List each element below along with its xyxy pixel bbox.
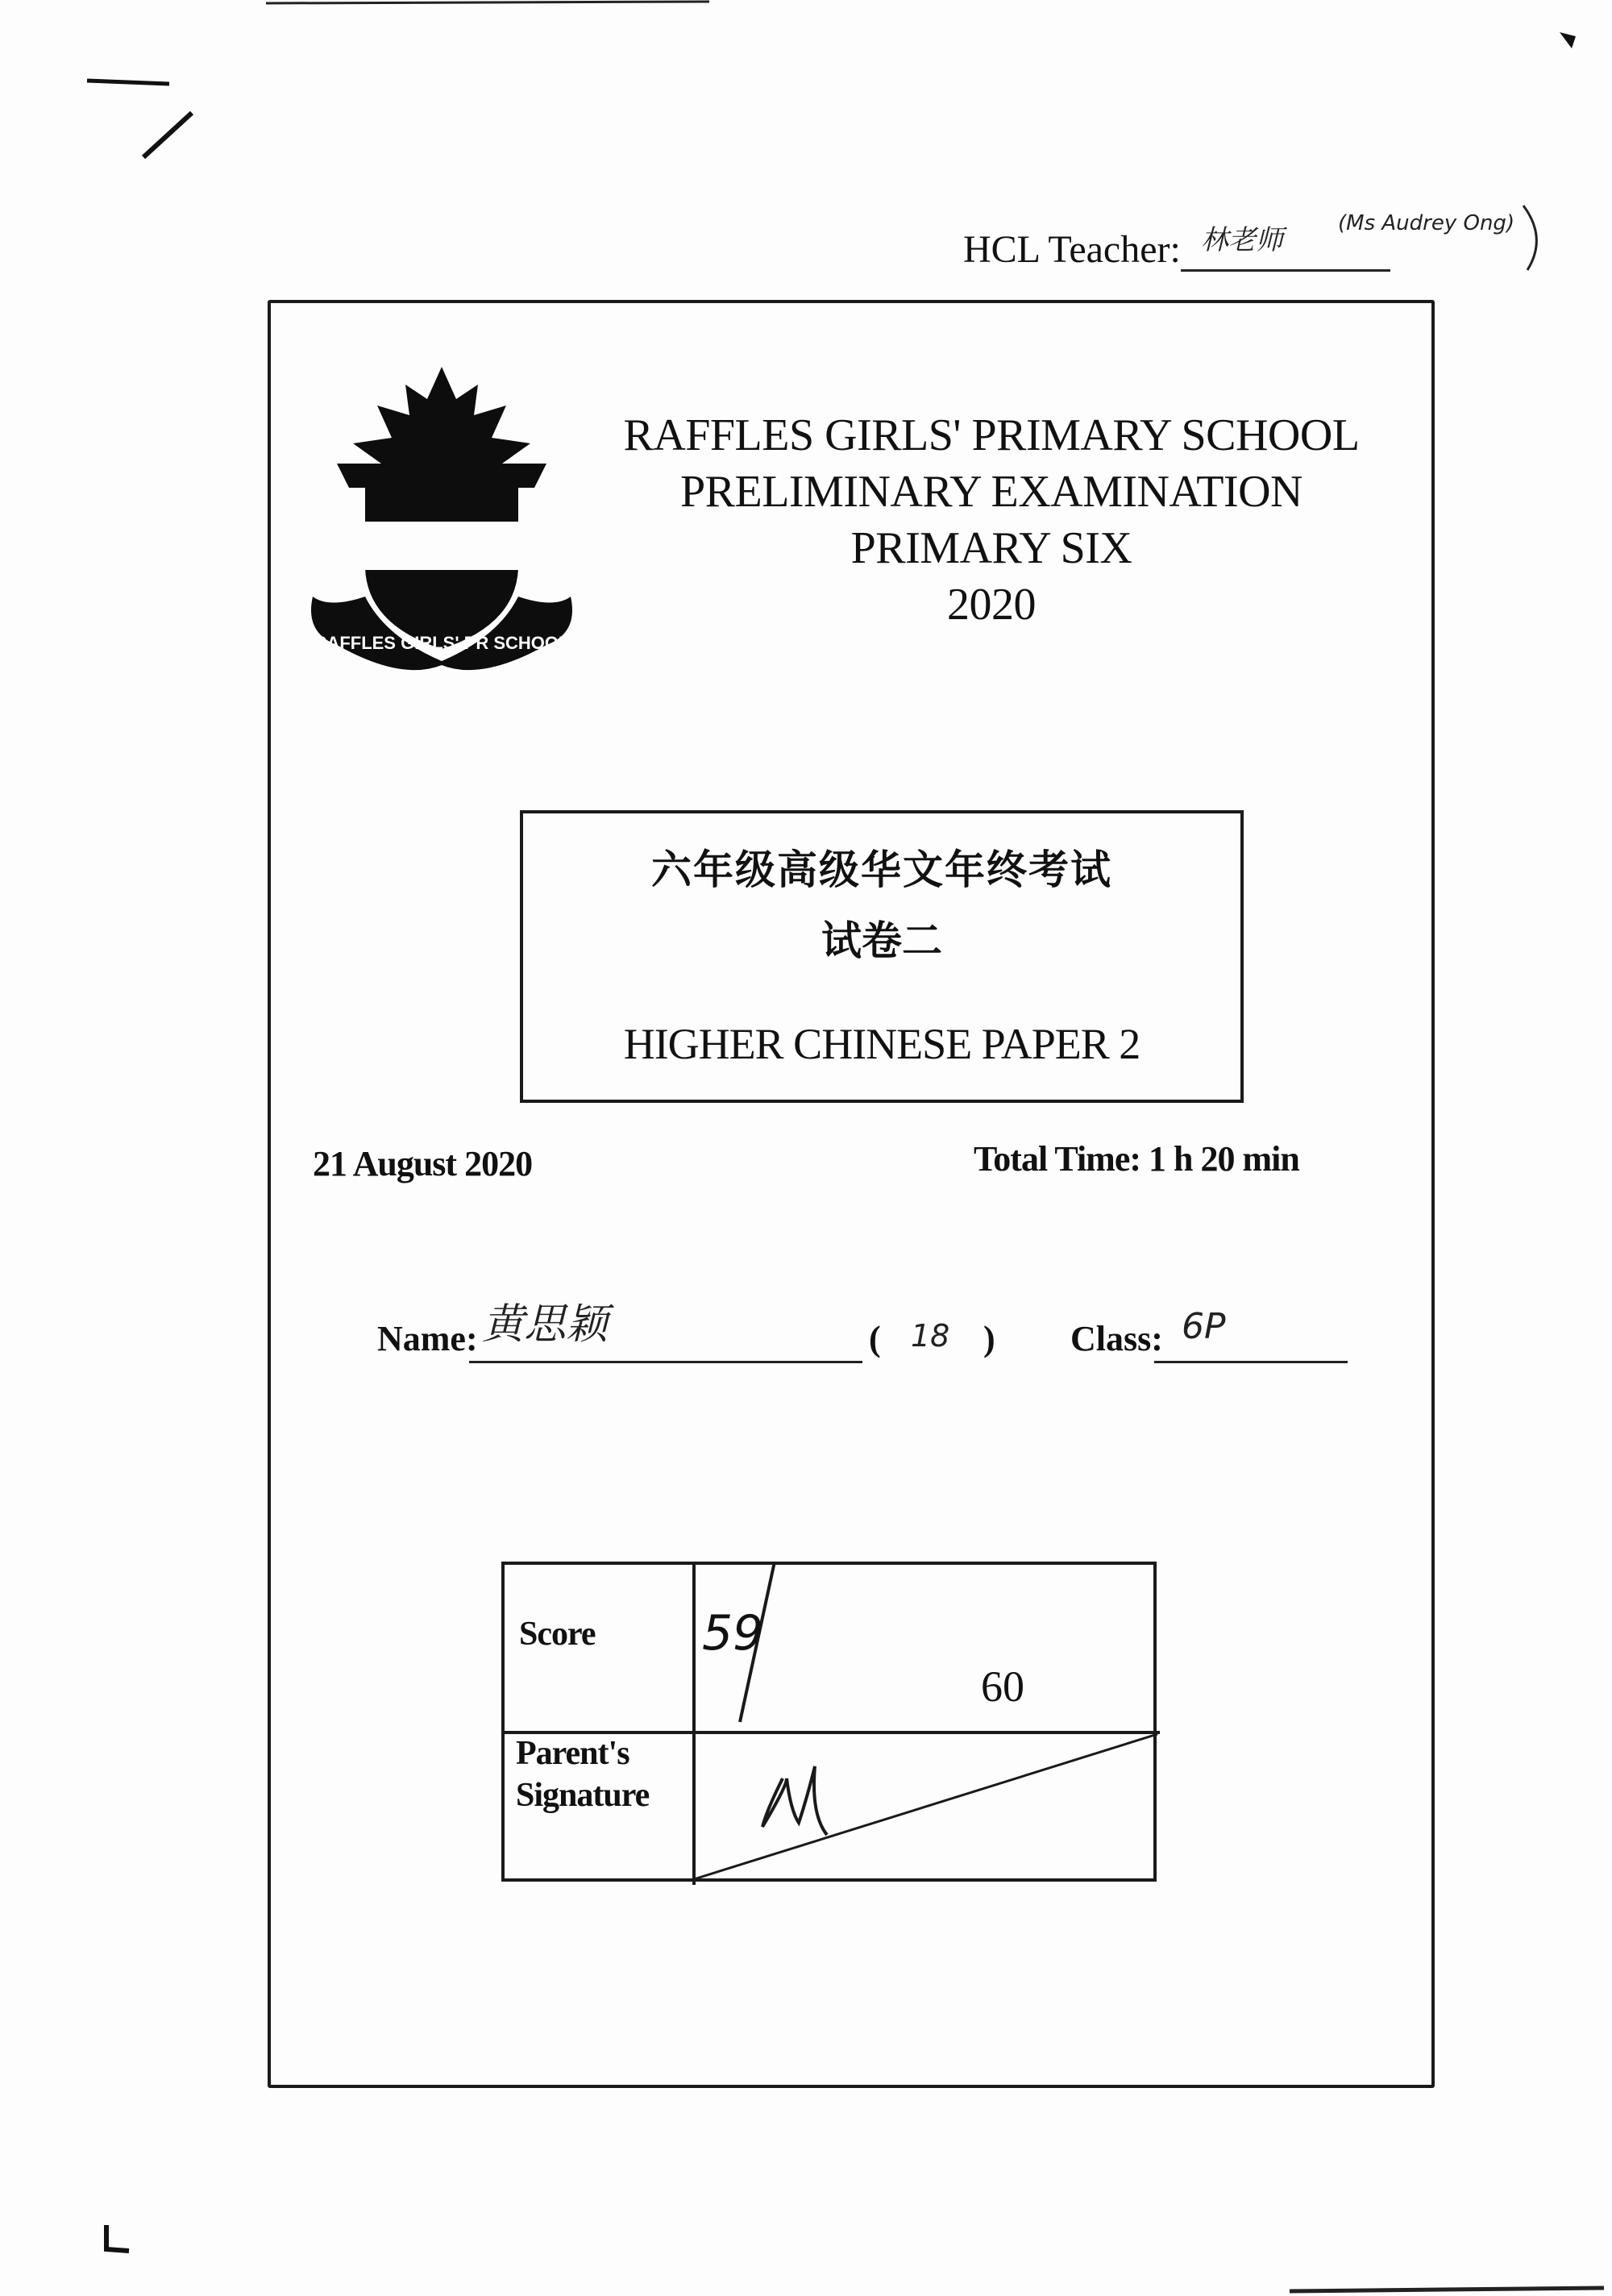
parent-label-line1: Parent's: [516, 1735, 629, 1772]
hcl-teacher-handwritten: 林老师: [1201, 224, 1283, 256]
index-handwritten: 18: [911, 1318, 950, 1354]
chinese-title-line2: 试卷二: [821, 917, 942, 964]
school-heading: [588, 407, 1394, 633]
hcl-teacher-handwritten-note: (Ms Audrey Ong): [1338, 211, 1515, 235]
student-info-row: [377, 1318, 478, 1359]
score-label: Score: [519, 1616, 596, 1653]
index-open-paren: (: [869, 1319, 881, 1358]
exam-date: 21 August 2020: [313, 1144, 533, 1183]
school-crest-logo: [305, 367, 579, 705]
score-handwritten: 59: [702, 1605, 764, 1662]
hcl-teacher-label: HCL Teacher:: [963, 228, 1181, 271]
total-time: Total Time: 1 h 20 min: [974, 1139, 1299, 1179]
paper-title-box: [520, 810, 1244, 1103]
name-handwritten: 黄思颖: [482, 1300, 609, 1349]
english-paper-title: HIGHER CHINESE PAPER 2: [623, 1020, 1140, 1068]
exam-name: PRELIMINARY EXAMINATION: [680, 467, 1302, 517]
score-table-grid: [505, 1565, 1160, 1885]
teacher-paren-mark: [1515, 198, 1564, 278]
score-total: 60: [981, 1662, 1024, 1711]
class-handwritten: 6P: [1182, 1306, 1226, 1347]
chinese-title-line1: 六年级高级华文年终考试: [651, 846, 1112, 893]
name-field-line: [469, 1361, 862, 1363]
parent-label-line2: Signature: [516, 1777, 650, 1814]
name-label: Name:: [377, 1319, 478, 1358]
parent-signature-label: [516, 1732, 649, 1816]
crest-motto: RAFFLES GIRLS' PR SCHOOL: [314, 633, 570, 653]
class-label: Class:: [1070, 1319, 1163, 1358]
class-field-line: [1154, 1361, 1348, 1363]
school-name: RAFFLES GIRLS' PRIMARY SCHOOL: [623, 410, 1360, 460]
hcl-teacher-row: [963, 227, 1390, 272]
index-close-paren: ): [983, 1319, 995, 1358]
level-name: PRIMARY SIX: [850, 523, 1132, 573]
score-table: [501, 1562, 1157, 1882]
exam-year: 2020: [947, 580, 1036, 630]
